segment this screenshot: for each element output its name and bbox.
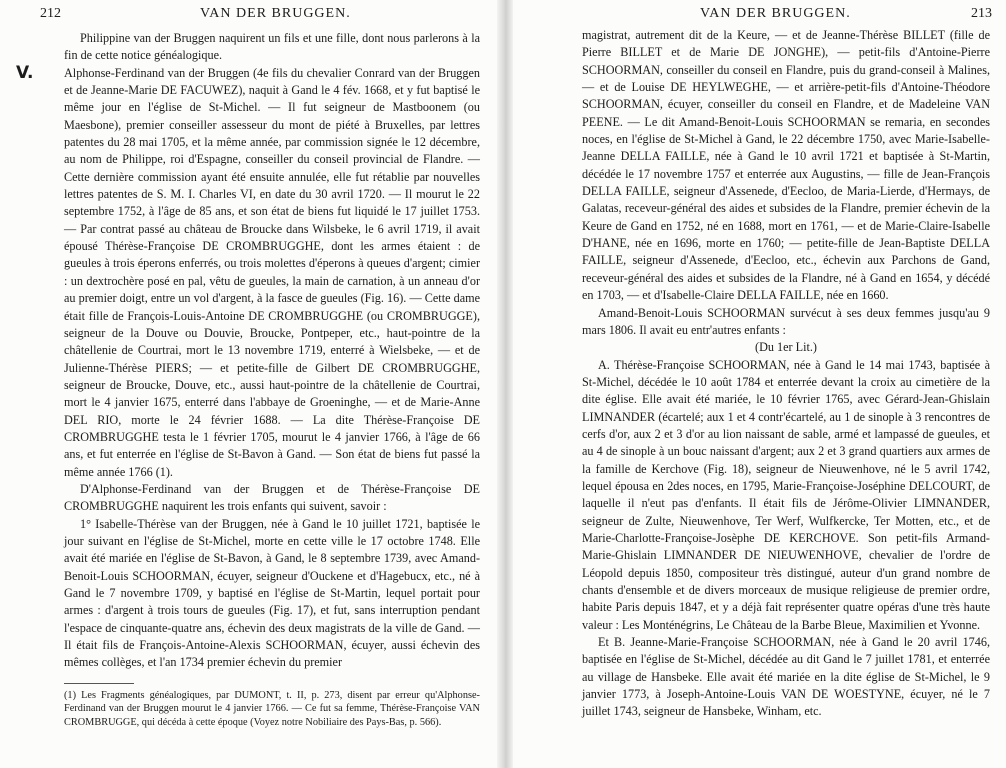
section-v-marker: V.: [16, 62, 34, 83]
page-number: 212: [40, 6, 61, 21]
paragraph-2: Alphonse-Ferdinand van der Bruggen (4e fils du chevalier Conrard van der Bruggen et de Jeanne-Marie DE FACUWEZ), naquit à Gand le 4 fév. 1668, et y fut baptisé le même jour en l'église de St-Michel. — Il fut seigneur de Mastboonem (ou Maesbone), premier conseiller assesseur du mont de piété à Bruxelles, par lettres patentes du 28 mai 1705, et la même année, par commission signée le 12 décembre, au nom de Philippe, roi d'Espagne, conseiller du conseil provincial de Flandre. — Cette dernière commission ayant été ensuite annulée, elle fut rétablie par nouvelles lettres patentes de S. M. I. Charles VI, en date du 30 avril 1720. — Il mourut le 22 septembre 1752, à l'âge de 85 ans, et son état de biens fut liquidé le 17 juillet 1753. — Par contrat passé au château de Broucke dans Wilsbeke, le 6 avril 1719, il avait épousé Thérèse-Françoise DE CROMBRUGGHE, dont les armes étaient : de gueules à trois éperons enferrés, ou trois molettes d'éperons à queues d'argent; cimier : un dextrochère posé en pal, vêtu de gueules, la main de carnation, à un anneau d'or au premier doigt, entre un vol d'argent, à la fasce de gueules (Fig. 16). — Cette dame était fille de François-Louis-Antoine DE CROMBRUGGHE (ou CROMBRUGGE), seigneur de la Douve ou Douvie, Broucke, Pontpeper, etc., haut-pointre de la châtellenie de Courtrai, mort le 13 novembre 1719, enterré à Wielsbeke, — et de Julienne-Thérèse PIERS; — et petite-fille de Gilbert DE CROMBRUGGHE, seigneur de Broucke, Douve, etc., aussi haut-pointre de la châtellenie de Courtrai, mort le 4 janvier 1675, enterré dans l'abbaye de Groeninghe, — et de Marie-Anne DEL RIO, morte le 24 février 1688. — La dite Thérèse-Françoise DE CROMBRUGGHE testa le 1 février 1705, mourut le 4 janvier 1766, à l'âge de 66 ans, et fut enterrée en l'église de St-Bavon à Gand. — Son état de biens fut passé la même année 1766 (1).: [64, 65, 480, 479]
paragraph-4: Et B. Jeanne-Marie-Françoise SCHOORMAN, née à Gand le 20 avril 1746, baptisée en l'église de St-Michel, décédée au dit Gand le 7 juillet 1781, et enterrée au village de Hansbeke. Elle avait été mariée en la dite église de St-Michel, le 9 janvier 1773, à Joseph-Antoine-Louis VAN DE WOESTYNE, écuyer, né le 7 juillet 1743, seigneur de Hansbeke, Winham, etc.: [582, 635, 990, 719]
subheading-first-marriage: (Du 1er Lit.): [755, 340, 817, 355]
running-head: VAN DER BRUGGEN.: [200, 6, 351, 21]
paragraph-3: A. Thérèse-Françoise SCHOORMAN, née à Gand le 14 mai 1743, baptisée à St-Michel, décédée le 10 août 1784 et enterrée devant la croix au cimetière de la dite église. Elle avait été mariée, le 10 février 1765, avec Gérard-Jean-Ghislain LIMNANDER (écartelé; aux 1 et 4 contr'écartelé, au 1 de sinople à 3 rencontres de cerfs d'or, aux 2 et 3 d'or au lion naissant de sable, armé et lampassé de gueules, et au 4 de sinople à un bouc naissant d'argent; aux 2 et 3 grand quartiers aux armes de la famille de Kerchove (Fig. 18), seigneur de Nieuwenhove, né le 5 avril 1742, lequel épousa en 2des noces, en 1795, Marie-Françoise-Joséphine DELCOURT, de laquelle il n'eut pas d'enfants. Il était fils de Jérôme-Olivier LIMNANDER, seigneur de Zulte, Nieuwenhove, Ter Werf, Wulfkercke, Ter Motten, etc., et de Marie-Charlotte-Françoise-Josèphe DE KERCHOVE. Son petit-fils Armand-Marie-Ghislain LIMNANDER DE NIEUWENHOVE, chevalier de l'ordre de Léopold depuis 1850, compositeur très distingué, auteur d'un grand nombre de chants d'ensemble et de divers morceaux de musique religieuse de premier ordre, habite Paris depuis 1847, et y a déjà fait représenter quatre opéras d'une très haute valeur : Les Monténégrins, Le Château de la Barbe Bleue, Maximilien et Yvonne.: [582, 357, 990, 632]
footnote-text: (1) Les Fragments généalogiques, par DUMONT, t. II, p. 273, disent par erreur qu'Alphonse-Ferdinand van der Bruggen mourut le 4 janvier 1766. — Ce fut sa femme, Thérèse-Françoise VAN CROMBRUGGE, qui décéda à cette époque (Voyez notre Nobiliaire des Pays-Bas, p. 566).: [64, 690, 480, 728]
left-page: [0, 0, 500, 768]
right-page: [512, 0, 1006, 768]
paragraph-1: magistrat, autrement dit de la Keure, — et de Jeanne-Thérèse BILLET (fille de Pierre BILLET et de Marie DE JONGHE), — petit-fils d'Antoine-Pierre SCHOORMAN, conseiller du conseil en Flandre, puis du grand-conseil à Malines, — et de Louise DE HEYLWEGHE, — et arrière-petit-fils d'Antoine-Théodore SCHOORMAN, écuyer, conseiller du conseil en Flandre, et de Madeleine VAN PEENE. — Le dit Amand-Benoit-Louis SCHOORMAN se remaria, en secondes noces, en l'église de St-Michel à Gand, le 22 décembre 1750, avec Marie-Isabelle-Jeanne DELLA FAILLE, née à Gand le 10 avril 1721 et baptisée à St-Martin, décédée le 17 novembre 1757 et enterrée aux Augustins, — fille de Jean-François DELLA FAILLE, seigneur d'Assenede, d'Eecloo, de Maria-Lierde, d'Hermays, de Galatas, receveur-général des aides et subsides de la Flandre, premier échevin de la Keure de Gand en 1752, né en 1688, mort en 1761, — et de Marie-Claire-Isabelle D'HANE, née en 1696, morte en 1760; — petite-fille de Jean-Baptiste DELLA FAILLE, seigneur d'Assenede, d'Eecloo, etc., échevin aux Parchons de Gand, receveur-général des aides et subsides de la Flandre, né à Gand en 1654, y décédé en 1703, — et d'Isabelle-Claire DELLA FAILLE, née en 1660.: [582, 28, 990, 303]
paragraph-2: Amand-Benoit-Louis SCHOORMAN survécut à ses deux femmes jusqu'au 9 mars 1806. Il avait eu entr'autres enfants :: [582, 305, 990, 337]
running-head: VAN DER BRUGGEN.: [700, 6, 851, 21]
page-number: 213: [971, 6, 992, 21]
left-page-text: [16, 30, 480, 672]
right-page-text: [582, 27, 990, 721]
section-v: [16, 62, 480, 481]
paragraph-3: D'Alphonse-Ferdinand van der Bruggen et de Thérèse-Françoise DE CROMBRUGGHE naquirent les trois enfants qui suivent, savoir :: [64, 481, 480, 514]
footnote: [64, 689, 480, 729]
paragraph-4: 1° Isabelle-Thérèse van der Bruggen, née à Gand le 10 juillet 1721, baptisée le jour suivant en l'église de St-Michel, morte en cette ville le 17 octobre 1748. Elle avait été mariée en l'église de St-Bavon, à Gand, le 8 septembre 1739, avec Amand-Benoit-Louis SCHOORMAN, écuyer, seigneur d'Ouckene et d'Hagebucx, etc., né à Gand le 7 novembre 1709, y baptisé en l'église de St-Martin, lequel portait pour armes : d'argent à trois tours de gueules (Fig. 17), et fut, sans interruption pendant l'espace de cinquante-quatre ans, échevin des deux magistrats de la ville de Gand. — Il était fils de François-Antoine-Alexis SCHOORMAN, écuyer, aussi échevin des mêmes collèges, et l'an 1734 premier échevin du premier: [64, 516, 480, 670]
book-gutter: [497, 0, 513, 768]
footnote-rule: [64, 683, 134, 684]
paragraph-1: Philippine van der Bruggen naquirent un fils et une fille, dont nous parlerons à la fin de cette notice généalogique.: [64, 31, 480, 63]
